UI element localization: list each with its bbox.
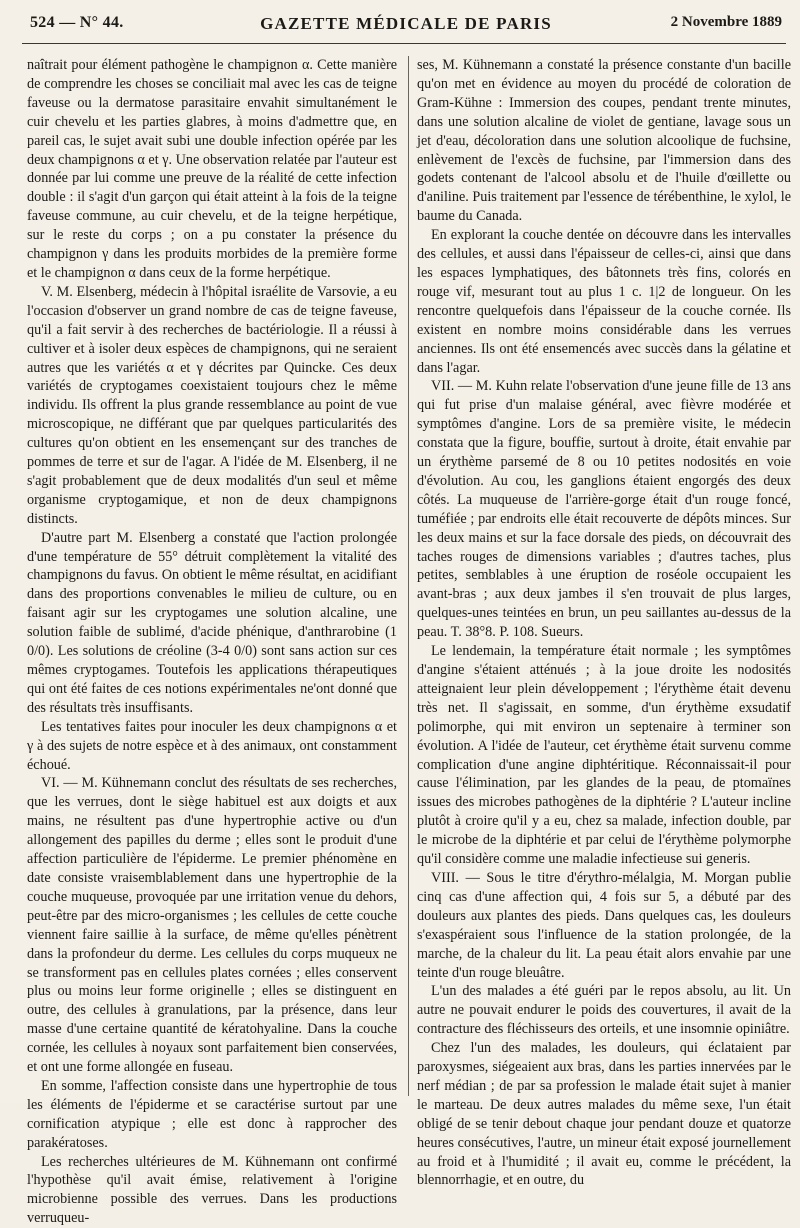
page-number: 524 — N° 44. xyxy=(30,14,124,31)
issue-date: 2 Novembre 1889 xyxy=(670,14,782,30)
paragraph: Le lendemain, la température était normale ; les symptômes d'angine s'étaient atténués ; à la joue droite les nodosités atteignaient leur plein développement ; l'érythème était devenu très net. Il s'agissait, en somme, d'un érythème exsudatif polimorphe, qui mit environ un septenaire à terminer son évolution. A l'idée de l'auteur, cet érythème était survenu comme complication d'une angine diphtéritique. Réconnaissait-il pour cause l'élimination, par les glandes de la peau, de ptomaïnes issues des microbes pathogènes de la diphtérie ? L'auteur incline plutôt à croire qu'il y a eu, chez sa malade, infection double, par le microbe de la diphtérie et par celui de l'érythème polymorphe qu'il considère comme une maladie infectieuse sui generis. xyxy=(417,643,791,868)
header-rule xyxy=(22,43,786,44)
paragraph: L'un des malades a été guéri par le repos absolu, au lit. Un autre ne pouvait endurer le poids des couvertures, il avait de la contracture des fléchisseurs des orteils, et une insomnie opiniâtre. xyxy=(417,983,791,1038)
paragraph: En explorant la couche dentée on découvre dans les intervalles des cellules, et aussi dans l'épaisseur de celles-ci, ainsi que dans les espaces lymphatiques, des bâtonnets très fins, colorés en rouge vif, mesurant tout au plus 1 c. 1|2 de longueur. On les rencontre quelquefois dans l'épaisseur de la couche cornée. Ils existent en nombre moins considérable dans les verrues anciennes. Ils ont été ensemencés avec succès dans la gélatine et dans l'agar. xyxy=(417,227,791,376)
left-column xyxy=(27,56,397,1228)
paragraph: V. M. Elsenberg, médecin à l'hôpital israélite de Varsovie, a eu l'occasion d'observer un grand nombre de cas de teigne faveuse, qu'il a fait servir à des recherches de bactériologie. Il a réussi à cultiver et à isoler deux espèces de champignons, qui ne seraient autres que les variétés α et γ décrites par Quincke. Ces deux variétés de cryptogames coexistaient toujours chez le même individu. Ils offrent la plus grande ressemblance au point de vue microscopique, ne différant que par quelques particularités des cultures qu'on obtient en les ensemençant sur des tranches de pommes de terre et sur de l'agar. A l'idée de M. Elsenberg, il ne s'agit probablement que de deux modalités d'un seul et même organisme cryptogamique, et non de deux champignons distincts. xyxy=(27,283,397,527)
paragraph: Les recherches ultérieures de M. Kühnemann ont confirmé l'hypothèse qu'il avait émise, relativement à l'origine microbienne possible des verrues. Dans les productions verruqueu- xyxy=(27,1153,397,1227)
paragraph: VIII. — Sous le titre d'érythro-mélalgia, M. Morgan publie cinq cas d'une affection qui, 4 fois sur 5, a débuté par des douleurs aux plantes des pieds. Dans quelques cas, les douleurs s'exaspéraient sous l'influence de la station prolongée, de la marche, de la chaleur du lit. La peau était alors envahie par une teinte d'un rouge bleuâtre. xyxy=(417,869,791,981)
paragraph: En somme, l'affection consiste dans une hypertrophie de tous les éléments de l'épiderme et se caractérise surtout par une cornification atypique ; elle est donc à rapprocher des parakératoses. xyxy=(27,1077,397,1151)
paragraph: D'autre part M. Elsenberg a constaté que l'action prolongée d'une température de 55° détruit complètement la vitalité des champignons du favus. On obtient le même résultat, en acidifiant dans des proportions convenables le milieu de culture, ou en faisant agir sur les cryptogames une solution alcaline, une solution faible de sublimé, d'acide phénique, d'anthrarobine (1 0/0). Les solutions de créoline (3-4 0/0) sont sans action sur ces mêmes cryptogames. Toutefois les applications thérapeutiques qui ont été faites de ces notions expérimentales ne'ont donné que des résultats très insuffisants. xyxy=(27,529,397,716)
page-header xyxy=(30,14,782,40)
paragraph: Chez l'un des malades, les douleurs, qui éclataient par paroxysmes, siégeaient aux bras, dans les parties innervées par le nerf médian ; de par sa profession le malade était sujet à manier le marteau. De deux autres malades du même sexe, l'un était obligé de se tenir debout chaque jour pendant douze et quatorze heures consécutives, l'autre, un mineur était exposé journellement au froid et à l'humidité ; il avait eu, comme le précédent, la blennorrhagie, et en outre, du xyxy=(417,1040,791,1189)
paragraph: Les tentatives faites pour inoculer les deux champignons α et γ à des sujets de notre espèce et à des animaux, ont constamment échoué. xyxy=(27,718,397,773)
right-column xyxy=(417,56,791,1190)
column-divider xyxy=(408,56,409,1096)
paragraph: naîtrait pour élément pathogène le champignon α. Cette manière de comprendre les choses se conciliait mal avec les cas de teigne faveuse ou la dermatose parasitaire envahit simultanément le cuir chevelu et les parties glabres, à moins d'admettre que, en pareil cas, le sujet avait subi une double infection opérée par les deux champignons α et γ. Une observation relatée par l'auteur est donnée par lui comme une preuve de la réalité de cette infection double : il s'agit d'un garçon qui était atteint à la fois de la teigne faveuse commune, au cuir chevelu, et de la teigne herpétique, sur le reste du corps ; on a pu constater la présence du champignon γ dans les produits morbides de la première forme et le champignon α dans ceux de la forme herpétique. xyxy=(27,57,397,281)
paragraph: VII. — M. Kuhn relate l'observation d'une jeune fille de 13 ans qui fut prise d'un malaise général, avec fièvre modérée et symptômes d'angine. Lors de sa première visite, le médecin constata que la figure, bouffie, surtout à droite, était envahie par un érythème parsemé de 8 ou 10 petites nodosités en voie d'évolution. Au cou, les ganglions étaient engorgés des deux côtés. La muqueuse de l'arrière-gorge était d'un rouge foncé, tuméfiée ; par endroits elle était recouverte de dépôts minces. Sur les deux mains et sur la face dorsale des pieds, on découvrait des taches rouges de dimensions variables ; d'autres taches, plus petites, semblables à une éruption de roséole occupaient les avant-bras ; aux deux jambes il s'en trouvait de plus larges, quelques-unes teintées en brun, un peu saillantes au-dessus de la peau. T. 38°8. P. 108. Sueurs. xyxy=(417,378,791,641)
paragraph: ses, M. Kühnemann a constaté la présence constante d'un bacille qu'on met en évidence au moyen du procédé de coloration de Gram-Kühne : Immersion des coupes, pendant trente minutes, dans une solution alcaline de violet de gentiane, lavage sous un jet d'eau, décoloration dans une solution alcoolique de fuchsine, enlèvement de l'excès de fuchsine, par l'immersion dans des godets contenant de l'alcool absolu et de l'huile d'œillette ou d'aniline. Puis traitement par l'essence de térébenthine, le xylol, le baume du Canada. xyxy=(417,57,791,225)
journal-title: GAZETTE MÉDICALE DE PARIS xyxy=(260,14,552,33)
paragraph: VI. — M. Kühnemann conclut des résultats de ses recherches, que les verrues, dont le siège habituel est aux doigts et aux mains, ne résultent pas d'une hypertrophie active ou d'un allongement des papilles du derme ; elles sont le produit d'une affection particulière de l'épiderme. Le premier phénomène en date consiste vraisemblablement dans une hypertrophie de la couche muqueuse, provoquée par une irritation venue du dehors, peut-être par des micro-organismes ; les cellules de cette couche viennent faire saillie à la surface, de même qu'elles pénètrent dans la profondeur du derme. Les cellules du corps muqueux ne se transforment pas en cellules plates cornées ; elles conservent plus ou moins leur forme originelle ; elles se distinguent en outre, des cellules à granulations, par la présence, dans leur masse d'une certaine quantité de kératohyaline. Dans la couche cornée, les cellules à noyaux sont parfaitement bien conservées, et ont une forme allongée en fuseau. xyxy=(27,775,397,1076)
